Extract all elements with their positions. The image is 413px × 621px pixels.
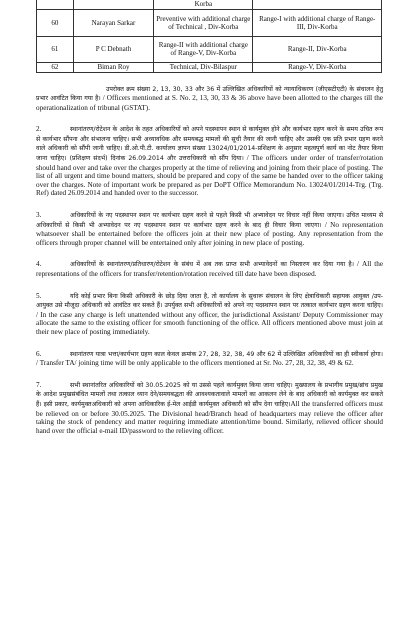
paragraph-3-english: No representation whatsoever shall be entertained before the officers join at their new place of posting. Any representation from the officers through proper channel will be entertained only after joining in new place of posting.: [36, 220, 383, 247]
paragraph-6: 6. स्थानांतरण यात्रा भत्ता/कार्यभार ग्रहण काल केवल क्रमांक 27, 28, 32, 38, 49 और 62 में उल्लिखित अधिकारियों का ही स्वीकार्य होगा। / Transfer TA/ joining time will be only applicable to the officers mentioned at Sr. No. 27, 28, 32, 38, 49 & 62.: [36, 349, 383, 368]
paragraph-4-hindi: अधिकारियों के स्थानांतरण/प्रतिधारण/रोटेशन के संबंध में अब तक प्राप्त सभी अभ्यावेदनों का निस्तारण कर दिया गया है।: [70, 261, 355, 269]
paragraph-1-hindi: उपरोक्त क्रम संख्या 2, 13, 30, 33 और 36 में उल्लिखित अधिकारियों को न्यायाधिकरण (जीएसटीएटी) के संचालन हेतु प्रभार आवंटित किया गया है।: [36, 85, 383, 103]
paragraph-3-number: 3.: [36, 211, 42, 220]
paragraph-4: 4. अधिकारियों के स्थानांतरण/प्रतिधारण/रोटेशन के संबंध में अब तक प्राप्त सभी अभ्यावेदनों का निस्तारण कर दिया गया है। / All the representations of the officers for transfer/retention/rotation received till date have been disposed.: [36, 260, 384, 278]
paragraph-7-english: All the transferred officers must be relieved on or before 30.05.2025. The Divisional head/Branch head of headquarters may relieve the officer after taking the stock of pendency and matter requiring immediate attention/time bound. Similarly, relieved officer should hand over the official e-mail ID/password to the relieving officer.: [36, 399, 384, 435]
table-cell-posted: Range-II with additional charge of Range-V, Div-Korba: [154, 36, 253, 62]
posting-table: [36, 0, 382, 73]
paragraph-6-number: 6.: [36, 349, 42, 358]
table-cell-name: P C Debnath: [73, 36, 153, 62]
table-cell-num: [37, 0, 74, 9]
paragraph-5-number: 5.: [36, 291, 42, 300]
table-cell-posted: Korba: [154, 0, 253, 9]
table-row: [37, 9, 382, 36]
table-cell-num: 61: [37, 36, 74, 62]
table-cell-charge: Range-I with additional charge of Range-III, Div-Korba: [253, 9, 382, 36]
paragraph-7-hindi: सभी स्थानांतरित अधिकारियों को 30.05.2025 को या उससे पहले कार्यमुक्त किया जाना चाहिए। मुख्यालय के प्रभागीय प्रमुख/ब्रांच प्रमुख के आदेश प्रमुखसंबंधित मामलों तथा तत्काल ध्यान देने/समयबद्धता की आवश्यकतावाले मामलों का आकलन लेने के बाद अधिकारी को कार्यमुक्त कर सकते हैं। इसी प्रकार, कार्यमुक्तअधिकारी को अपना आधिकारिक ई-मेल आईडी कार्यमुक्त अधिकारी को सौंप देना चाहिए।: [36, 381, 383, 408]
table-cell-name: Narayan Sarkar: [73, 9, 153, 36]
paragraph-1: उपरोक्त क्रम संख्या 2, 13, 30, 33 और 36 में उल्लिखित अधिकारियों को न्यायाधिकरण (जीएसटीएटी) के संचालन हेतु प्रभार आवंटित किया गया है। / Officers mentioned at S. No. 2, 13, 30, 33 & 36 above have been allotted to the charges till the operationalization of tribunal (GSTAT).: [36, 85, 383, 112]
paragraph-2: 2. स्थानांतरण/रोटेशन के आदेश के तहत अधिकारियों को अपने पदस्थापन स्थान से कार्यमुक्त होने और कार्यभार ग्रहण करने के समय उचित रूप से कार्यभार सौंपना और संभालना चाहिए। सभी अध्यावधिक और समयबद्ध मामलों की सूची तैयार की जानी चाहिए और उसकी एक प्रति प्रभार ग्रहण करने वाले अधिकारी को सौंपी जानी चाहिए। डी.ओ.पी.टी. कार्यालय ज्ञापन संख्या 13024/01/2014-प्रशिक्षण के अनुसार महत्वपूर्ण कार्य का नोट तैयार किया जाना चाहिए। (प्रशिक्षण संदर्भ) दिनांक 26.09.2014 और उत्तराधिकारी को सौंप दिया। / The officers under order of transfer/rotation should hand over and take over the charges properly at the time of relieving and joining from their place of posting. The list of all urgent and time bound matters, should be prepared and copy of the same be handed over to the officer taking over the charges. Note of important work be prepared as per DoPT Office Memorandum No. 13024/01/2014-Trg. (Trg. Ref) dated 26.09.2014 and handed over to the successor.: [36, 125, 384, 198]
paragraph-2-hindi: स्थानांतरण/रोटेशन के आदेश के तहत अधिकारियों को अपने पदस्थापन स्थान से कार्यमुक्त होने और कार्यभार ग्रहण करने के समय उचित रूप से कार्यभार सौंपना और संभालना चाहिए। सभी अध्यावधिक और समयबद्ध मामलों की सूची तैयार की जानी चाहिए और उसकी एक प्रति प्रभार ग्रहण करने वाले अधिकारी को सौंपी जानी चाहिए। डी.ओ.पी.टी. कार्यालय ज्ञापन संख्या 13024/01/2014-प्रशिक्षण के अनुसार महत्वपूर्ण कार्य का नोट तैयार किया जाना चाहिए। (प्रशिक्षण संदर्भ) दिनांक 26.09.2014 और उत्तराधिकारी को सौंप दिया।: [36, 126, 383, 163]
paragraph-6-hindi: स्थानांतरण यात्रा भत्ता/कार्यभार ग्रहण काल केवल क्रमांक 27, 28, 32, 38, 49 और 62 में उल्लिखित अधिकारियों का ही स्वीकार्य होगा।: [70, 350, 383, 358]
paragraph-5-english: In the case any charge is left unattended without any officer, the jurisdictional Assistant/ Deputy Commissioner may allocate the same to the existing officer for smooth functioning of the office. All officers mentioned above must join at their new place of posting immediately.: [36, 310, 383, 336]
table-cell-charge: [253, 0, 382, 9]
paragraph-5: 5. यदि कोई प्रभार बिना किसी अधिकारी के छोड़ दिया जाता है, तो कार्यालय के सुचारू संचालन के लिए क्षेत्राधिकारी सहायक आयुक्त /उप-आयुक्त उसे मौजूदा अधिकारी को आवंटित कर सकते हैं। उपर्युक्त सभी अधिकारियों को अपने नए पदस्थापन स्थान पर तत्काल कार्यभार ग्रहण करना चाहिए। / In the case any charge is left unattended without any officer, the jurisdictional Assistant/ Deputy Commissioner may allocate the same to the existing officer for smooth functioning of the office. All officers mentioned above must join at their new place of posting immediately.: [36, 291, 383, 336]
paragraph-7: [36, 381, 383, 436]
paragraph-2-number: 2.: [36, 125, 42, 134]
paragraph-4-english: All the representations of the officers for transfer/retention/rotation received till date have been disposed.: [36, 260, 384, 278]
table-cell-charge: Range-II, Div-Korba: [253, 36, 382, 62]
paragraph-5-hindi: यदि कोई प्रभार बिना किसी अधिकारी के छोड़ दिया जाता है, तो कार्यालय के सुचारू संचालन के लिए क्षेत्राधिकारी सहायक आयुक्त /उप-आयुक्त उसे मौजूदा अधिकारी को आवंटित कर सकते हैं। उपर्युक्त सभी अधिकारियों को अपने नए पदस्थापन स्थान पर तत्काल कार्यभार ग्रहण करना चाहिए।: [36, 292, 383, 310]
table-cell-posted: Preventive with additional charge of Technical , Div-Korba: [154, 9, 253, 36]
paragraph-6-english: Transfer TA/ joining time will be only applicable to the officers mentioned at Sr. No. 27, 28, 32, 38, 49 & 62.: [39, 359, 354, 368]
table-row: [37, 62, 382, 72]
table-cell-name: Biman Roy: [73, 62, 153, 72]
paragraph-1-english: Officers mentioned at S. No. 2, 13, 30, 33 & 36 above have been allotted to the charges till the operationalization of tribunal (GSTAT).: [36, 94, 383, 112]
paragraph-4-number: 4.: [36, 260, 42, 269]
paragraph-3: 3. अधिकारियों के नए पदस्थापन स्थान पर कार्यभार ग्रहण करने से पहले किसी भी अभ्यावेदन पर विचार नहीं किया जाएगा। उचित माध्यम से अधिकारियों से किसी भी अभ्यावेदन पर नए पदस्थापन स्थान पर कार्यभार ग्रहण करने के बाद ही विचार किया जाएगा। / No representation whatsoever shall be entertained before the officers join at their new place of posting. Any representation from the officers through proper channel will be entertained only after joining in new place of posting.: [36, 211, 383, 247]
paragraph-2-english: The officers under order of transfer/rotation should hand over and take over the charges properly at the time of relieving and joining from their place of posting. The list of all urgent and time bound matters, should be prepared and copy of the same be handed over to the officer taking over the charges. Note of important work be prepared as per DoPT Office Memorandum No. 13024/01/2014-Trg. (Trg. Ref) dated 26.09.2014 and handed over to the successor.: [36, 154, 384, 198]
table-cell-posted: Technical, Div-Bilaspur: [154, 62, 253, 72]
table-row: [37, 36, 382, 62]
table-cell-num: 62: [37, 62, 74, 72]
table-cell-name: [73, 0, 153, 9]
paragraph-7-number: 7.: [36, 380, 42, 389]
table-cell-num: 60: [37, 9, 74, 36]
table-cell-charge: Range-V, Div-Korba: [253, 62, 382, 72]
paragraph-3-hindi: अधिकारियों के नए पदस्थापन स्थान पर कार्यभार ग्रहण करने से पहले किसी भी अभ्यावेदन पर विचार नहीं किया जाएगा। उचित माध्यम से अधिकारियों से किसी भी अभ्यावेदन पर नए पदस्थापन स्थान पर कार्यभार ग्रहण करने के बाद ही विचार किया जाएगा।: [36, 212, 383, 229]
table-row: [37, 0, 382, 9]
